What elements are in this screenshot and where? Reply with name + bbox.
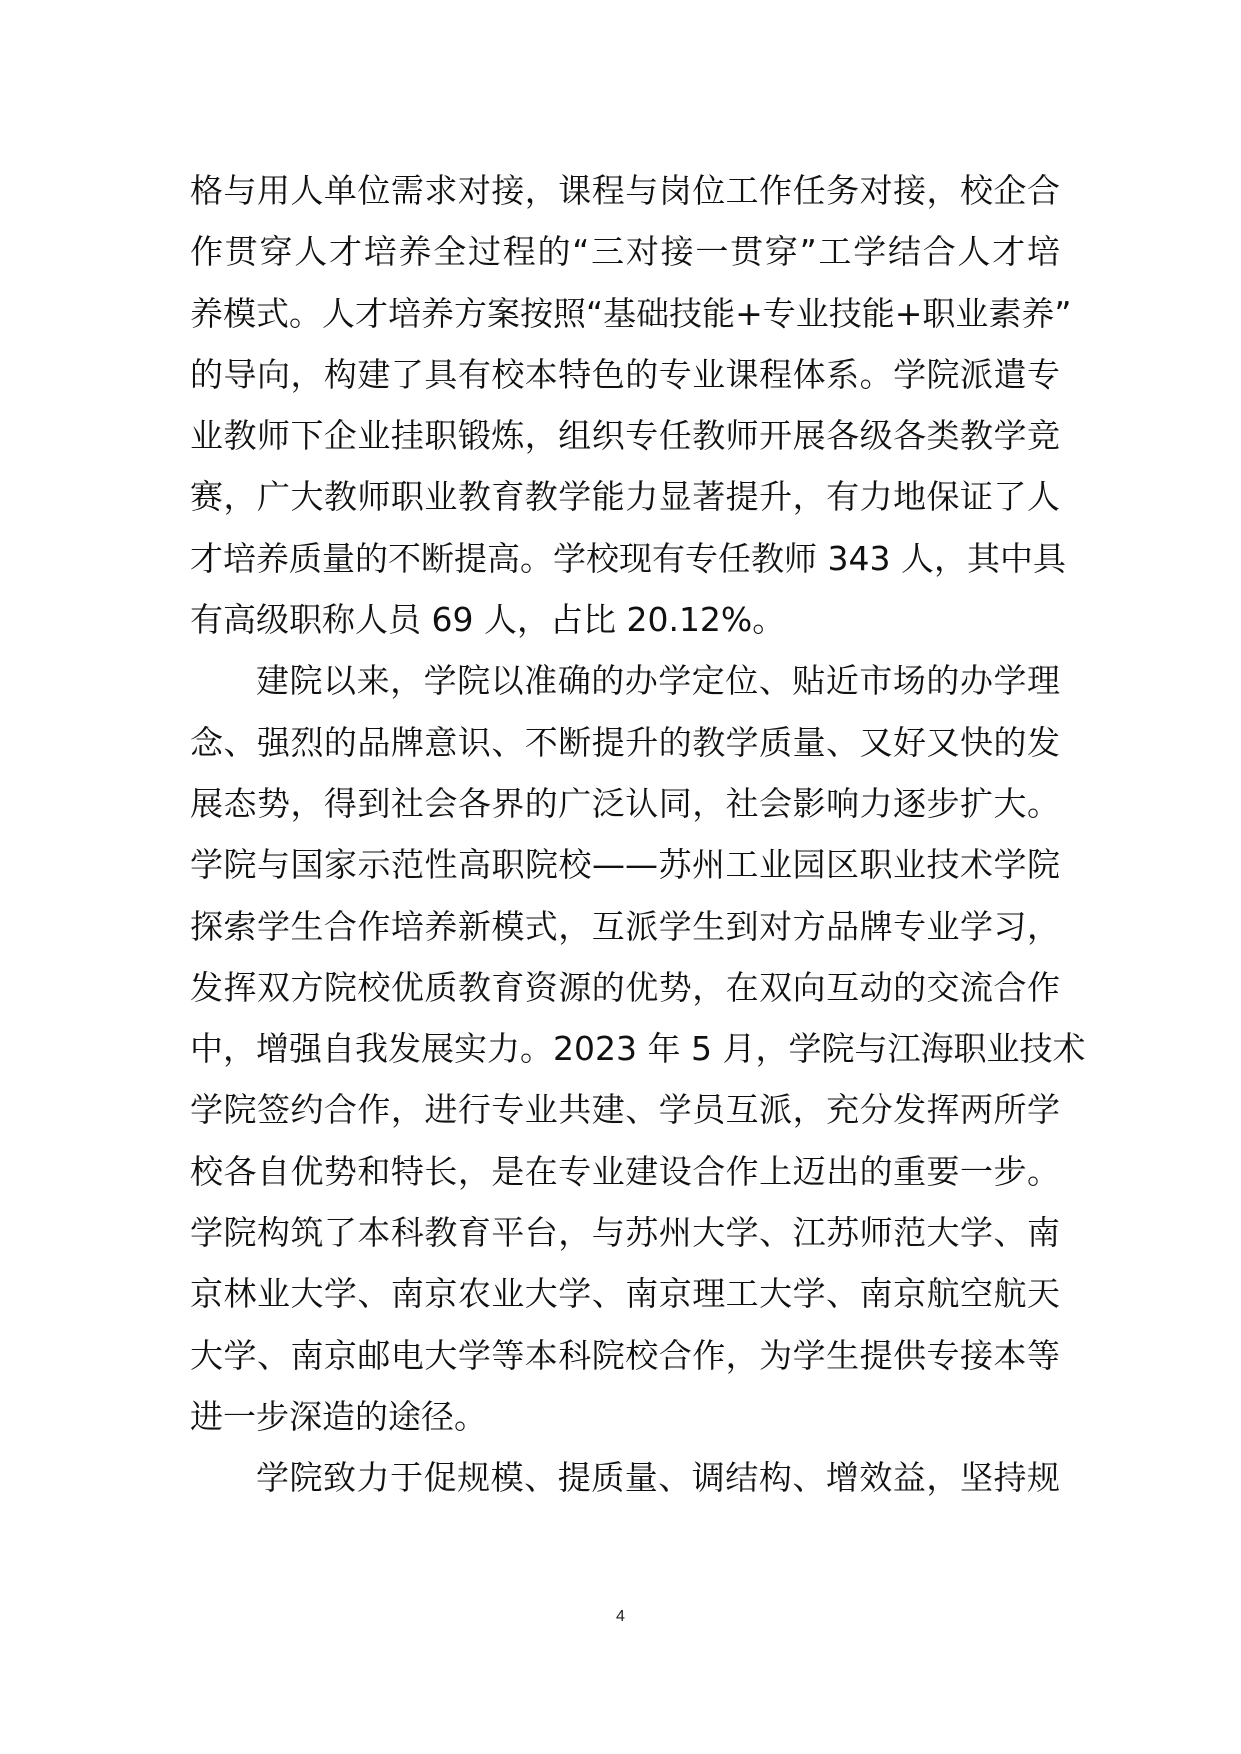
paragraph-1-line-7: 才培养质量的不断提高。学校现有专任教师 343 人，其中具 <box>190 538 1066 578</box>
paragraph-2-line-13: 进一步深造的途径。 <box>190 1396 487 1436</box>
paragraph-1-line-2: 作贯穿人才培养全过程的“三对接一贯穿”工学结合人才培 <box>190 232 1060 272</box>
paragraph-2-line-11: 京林业大学、南京农业大学、南京理工大学、南京航空航天 <box>190 1274 1060 1314</box>
paragraph-2-line-1: 建院以来，学院以准确的办学定位、贴近市场的办学理 <box>256 661 1060 701</box>
body-text <box>190 160 1086 1509</box>
paragraph-2-line-8: 学院签约合作，进行专业共建、学员互派，充分发挥两所学 <box>190 1090 1060 1130</box>
paragraph-1-line-5: 业教师下企业挂职锻炼，组织专任教师开展各级各类教学竞 <box>190 416 1060 456</box>
page-number: 4 <box>616 1608 625 1625</box>
paragraph-2-line-3: 展态势，得到社会各界的广泛认同，社会影响力逐步扩大。 <box>190 783 1060 823</box>
paragraph-1-line-1: 格与用人单位需求对接，课程与岗位工作任务对接，校企合 <box>190 171 1060 210</box>
paragraph-2-line-6: 发挥双方院校优质教育资源的优势，在双向互动的交流合作 <box>190 967 1060 1007</box>
paragraph-2-line-7: 中，增强自我发展实力。2023 年 5 月，学院与江海职业技术 <box>190 1029 1086 1069</box>
paragraph-1-line-3: 养模式。人才培养方案按照“基础技能+专业技能+职业素养” <box>190 293 1072 333</box>
paragraph-1-line-8: 有高级职称人员 69 人，占比 20.12%。 <box>190 600 786 640</box>
paragraph-1-line-6: 赛，广大教师职业教育教学能力显著提升，有力地保证了人 <box>190 477 1060 517</box>
paragraph-2-line-12: 大学、南京邮电大学等本科院校合作，为学生提供专接本等 <box>190 1335 1060 1375</box>
paragraph-2-line-9: 校各自优势和特长，是在专业建设合作上迈出的重要一步。 <box>190 1151 1060 1191</box>
paragraph-1-line-4: 的导向，构建了具有校本特色的专业课程体系。学院派遣专 <box>190 354 1060 394</box>
paragraph-2-line-5: 探索学生合作培养新模式，互派学生到对方品牌专业学习， <box>190 906 1060 946</box>
paragraph-3-line-1: 学院致力于促规模、提质量、调结构、增效益，坚持规 <box>256 1458 1060 1498</box>
paragraph-2-line-4: 学院与国家示范性高职院校——苏州工业园区职业技术学院 <box>190 845 1060 885</box>
paragraph-2-line-10: 学院构筑了本科教育平台，与苏州大学、江苏师范大学、南 <box>190 1213 1060 1253</box>
paragraph-2-line-2: 念、强烈的品牌意识、不断提升的教学质量、又好又快的发 <box>190 722 1060 762</box>
